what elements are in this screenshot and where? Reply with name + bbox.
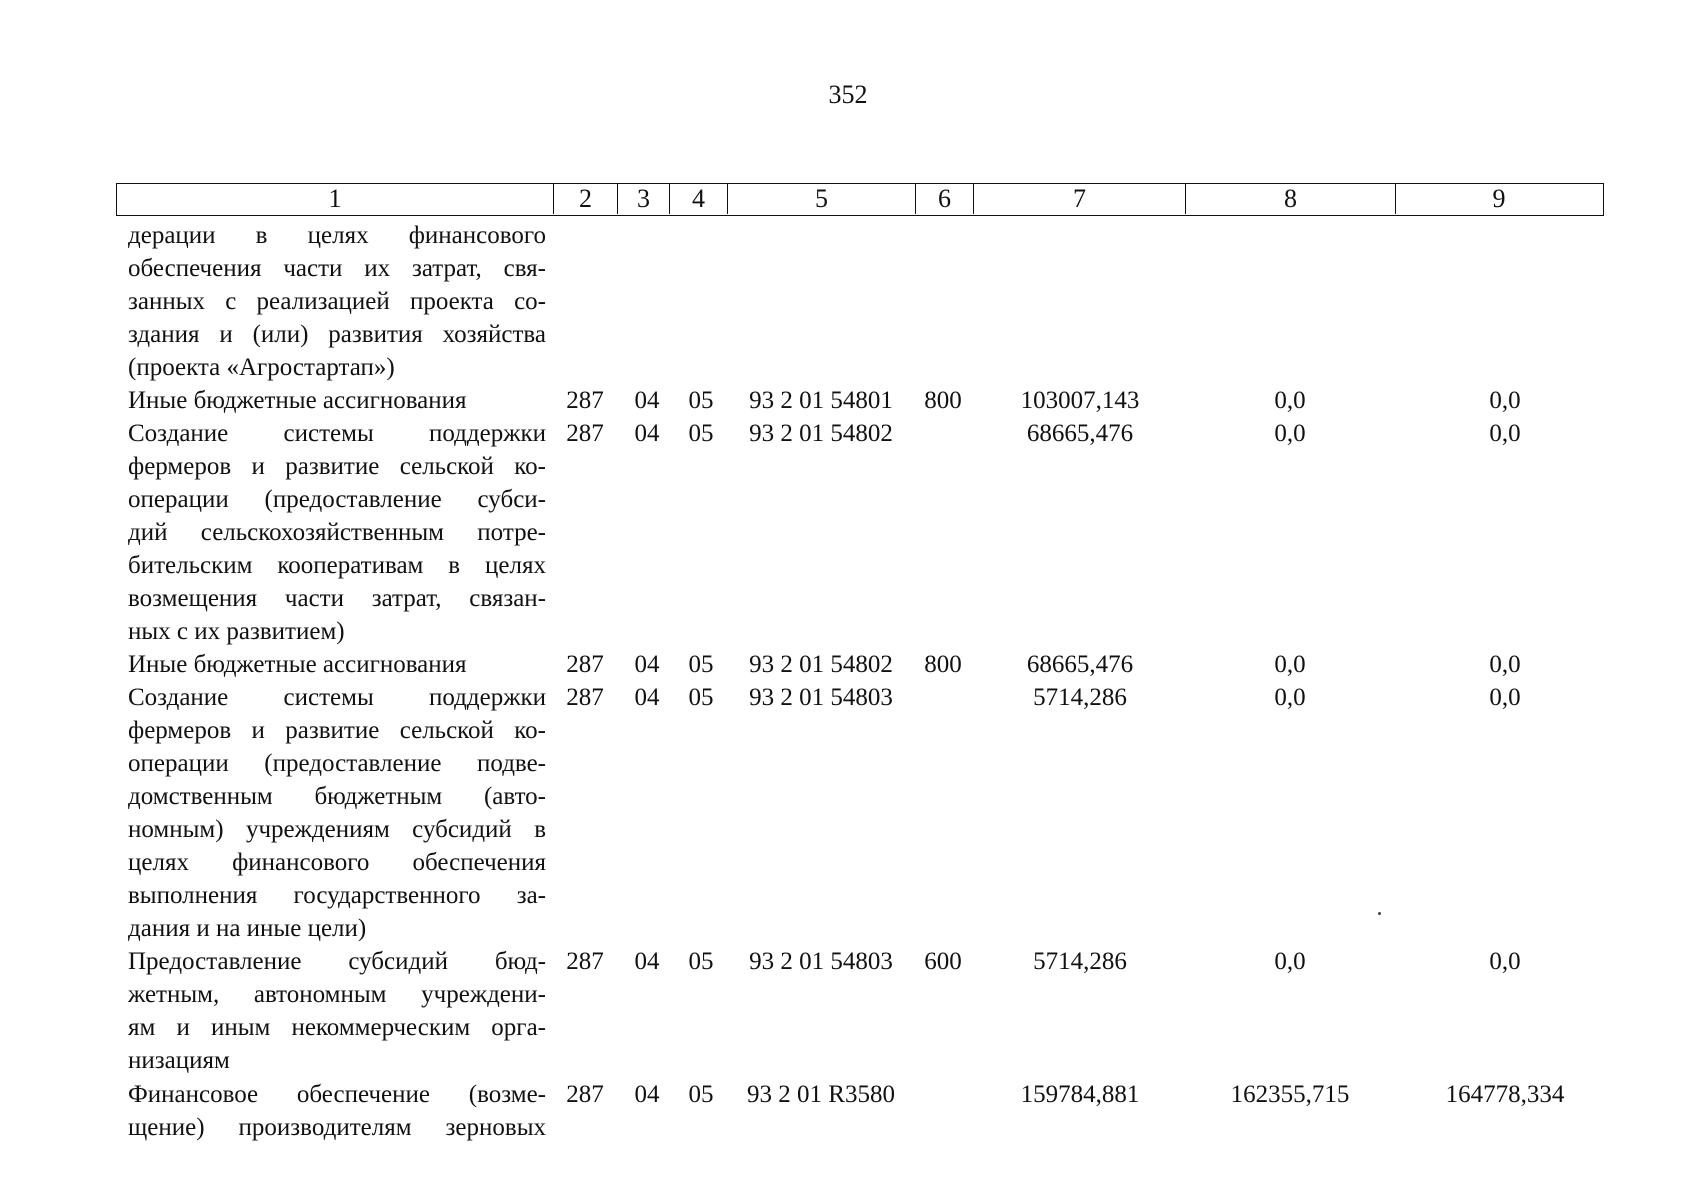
- cell-col7: 5714,286: [1033, 948, 1127, 975]
- cell-col2: 287: [566, 420, 604, 447]
- cell-col2: 287: [566, 651, 604, 678]
- header-cell-3: 3: [617, 184, 669, 214]
- row-description: [128, 945, 546, 1077]
- description-line: занных с реализацией проекта со-: [128, 288, 546, 315]
- row-description: [128, 417, 546, 648]
- description-line: Иные бюджетные ассигнования: [128, 387, 467, 414]
- cell-col9: 0,0: [1489, 684, 1521, 711]
- description-line: целях финансового обеспечения: [128, 849, 546, 876]
- header-cell-2: 2: [553, 184, 617, 214]
- header-cell-9: 9: [1395, 184, 1602, 214]
- cell-col9: 0,0: [1489, 948, 1521, 975]
- cell-col5: 93 2 01 54802: [749, 420, 893, 447]
- cell-col4: 05: [688, 420, 714, 447]
- cell-col7: 68665,476: [1026, 651, 1134, 678]
- cell-col3: 04: [634, 684, 660, 711]
- page-number: 352: [828, 80, 868, 109]
- description-line: домственным бюджетным (авто-: [128, 783, 546, 810]
- cell-col8: 0,0: [1274, 420, 1306, 447]
- cell-col8: 0,0: [1274, 651, 1306, 678]
- cell-col8: 162355,715: [1230, 1081, 1350, 1108]
- header-cell-1: 1: [328, 184, 342, 213]
- cell-col4: 05: [688, 651, 714, 678]
- cell-col4: 05: [688, 948, 714, 975]
- description-line: бительским кооперативам в целях: [128, 552, 546, 579]
- cell-col5: 93 2 01 54803: [749, 948, 893, 975]
- description-line: низациям: [128, 1047, 230, 1074]
- cell-col2: 287: [566, 684, 604, 711]
- cell-col3: 04: [634, 420, 660, 447]
- description-line: жетным, автономным учреждени-: [128, 981, 546, 1008]
- cell-col3: 04: [634, 387, 660, 414]
- cell-col3: 04: [634, 651, 660, 678]
- row-description: [128, 384, 546, 417]
- cell-col5: 93 2 01 54803: [749, 684, 893, 711]
- header-cell-7: 7: [973, 184, 1185, 214]
- description-line: щение) производителям зерновых: [128, 1114, 546, 1141]
- cell-col4: 05: [688, 684, 714, 711]
- description-line: операции (предоставление подве-: [128, 750, 546, 777]
- cell-col8: 0,0: [1274, 684, 1306, 711]
- description-line: фермеров и развитие сельской ко-: [128, 453, 546, 480]
- description-line: возмещения части затрат, связан-: [128, 585, 546, 612]
- description-line: Иные бюджетные ассигнования: [128, 651, 467, 678]
- description-line: дерации в целях финансового: [128, 222, 546, 249]
- description-line: ям и иным некоммерческим орга-: [128, 1014, 546, 1041]
- cell-col5: 93 2 01 R3580: [747, 1081, 895, 1108]
- cell-col4: 05: [688, 1081, 714, 1108]
- cell-col9: 0,0: [1489, 420, 1521, 447]
- cell-col3: 04: [634, 1081, 660, 1108]
- description-line: операции (предоставление субси-: [128, 486, 546, 513]
- cell-col9: 164778,334: [1445, 1081, 1565, 1108]
- cell-col5: 93 2 01 54802: [749, 651, 893, 678]
- cell-col9: 0,0: [1489, 651, 1521, 678]
- header-cell-6: 6: [915, 184, 973, 214]
- description-line: Создание системы поддержки: [128, 684, 546, 711]
- cell-col3: 04: [634, 948, 660, 975]
- row-description: [128, 648, 546, 681]
- cell-col5: 93 2 01 54801: [749, 387, 893, 414]
- cell-col2: 287: [566, 387, 604, 414]
- description-line: Создание системы поддержки: [128, 420, 546, 447]
- description-line: здания и (или) развития хозяйства: [128, 321, 546, 348]
- cell-col7: 5714,286: [1033, 684, 1127, 711]
- header-cell-5: 5: [727, 184, 915, 214]
- cell-col6: 600: [924, 948, 962, 975]
- row-description: [128, 1078, 546, 1144]
- cell-col2: 287: [566, 1081, 604, 1108]
- cell-col4: 05: [688, 387, 714, 414]
- description-line: дания и на иные цели): [128, 915, 367, 942]
- row-description: [128, 681, 546, 945]
- cell-col6: 800: [924, 651, 962, 678]
- cell-col6: 800: [924, 387, 962, 414]
- cell-col7: 159784,881: [1020, 1081, 1140, 1108]
- cell-col2: 287: [566, 948, 604, 975]
- table-header: [116, 183, 1604, 216]
- header-cell-8: 8: [1185, 184, 1395, 214]
- description-line: ных с их развитием): [128, 618, 345, 645]
- description-line: фермеров и развитие сельской ко-: [128, 717, 546, 744]
- cell-col7: 103007,143: [1020, 387, 1140, 414]
- description-line: Финансовое обеспечение (возме-: [128, 1081, 546, 1108]
- cell-col9: 0,0: [1489, 387, 1521, 414]
- row-description: [128, 219, 546, 384]
- description-line: номным) учреждениям субсидий в: [128, 816, 546, 843]
- header-cell-4: 4: [669, 184, 727, 214]
- cell-col7: 68665,476: [1026, 420, 1134, 447]
- description-line: дий сельскохозяйственным потре-: [128, 519, 546, 546]
- cell-col8: 0,0: [1274, 948, 1306, 975]
- cell-col8: 0,0: [1274, 387, 1306, 414]
- description-line: обеспечения части их затрат, свя-: [128, 255, 546, 282]
- description-line: выполнения государственного за-: [128, 882, 546, 909]
- scan-speck: [1378, 912, 1381, 915]
- description-line: Предоставление субсидий бюд-: [128, 948, 546, 975]
- description-line: (проекта «Агростартап»): [128, 354, 395, 381]
